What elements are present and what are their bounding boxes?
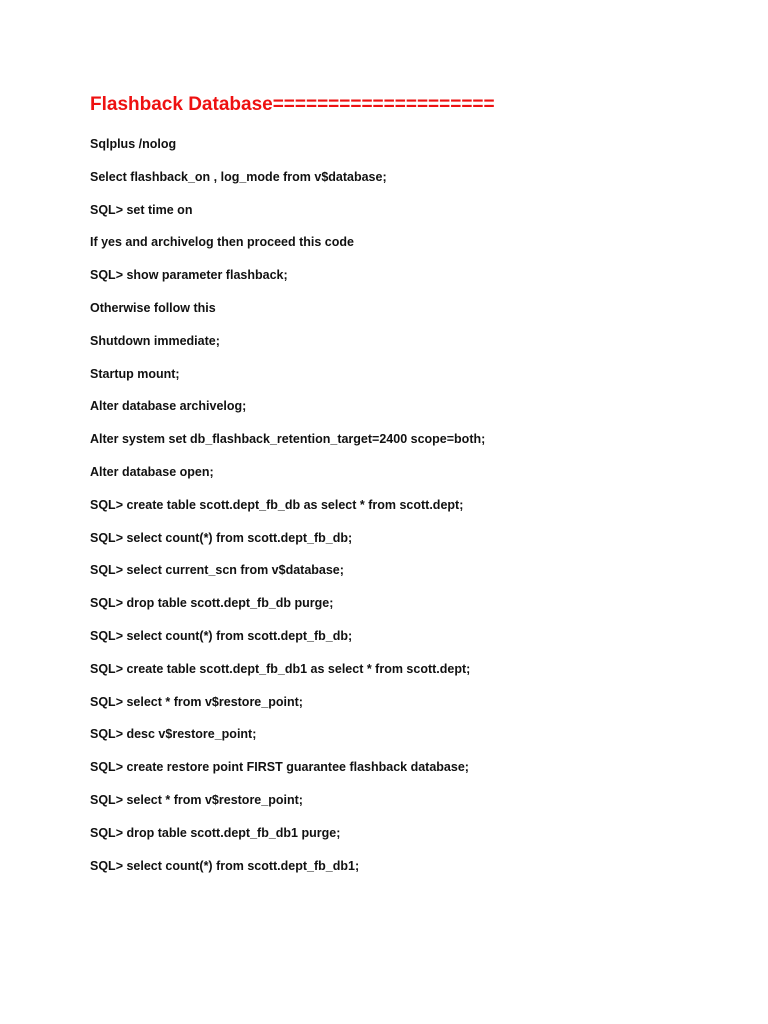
document-title: Flashback Database==================== [90, 94, 495, 115]
command-line: Alter database open; [90, 464, 214, 479]
command-line: If yes and archivelog then proceed this code [90, 235, 354, 250]
command-line: SQL> select count(*) from scott.dept_fb_db1; [90, 858, 360, 873]
command-line: SQL> select * from v$restore_point; [90, 792, 303, 807]
command-line: SQL> select * from v$restore_point; [90, 694, 303, 709]
command-line: Alter system set db_flashback_retention_target=2400 scope=both; [90, 432, 486, 447]
command-line: SQL> show parameter flashback; [90, 268, 288, 283]
command-line: SQL> drop table scott.dept_fb_db1 purge; [90, 825, 341, 840]
command-line: SQL> select count(*) from scott.dept_fb_db; [90, 530, 353, 545]
command-line: SQL> create restore point FIRST guarantee flashback database; [90, 760, 469, 775]
command-line: Shutdown immediate; [90, 333, 220, 348]
command-line: Startup mount; [90, 366, 180, 381]
command-line: SQL> select current_scn from v$database; [90, 563, 344, 578]
command-line: SQL> drop table scott.dept_fb_db purge; [90, 596, 334, 611]
command-line: Sqlplus /nolog [90, 137, 177, 151]
command-line: Otherwise follow this [90, 300, 216, 315]
command-line: Alter database archivelog; [90, 399, 247, 414]
command-line: SQL> create table scott.dept_fb_db1 as select * from scott.dept; [90, 661, 471, 676]
command-line: SQL> select count(*) from scott.dept_fb_db; [90, 628, 353, 643]
command-line: SQL> desc v$restore_point; [90, 727, 257, 742]
command-line: SQL> create table scott.dept_fb_db as select * from scott.dept; [90, 497, 464, 512]
command-list [90, 135, 485, 889]
command-line: Select flashback_on , log_mode from v$database; [90, 169, 387, 184]
command-line: SQL> set time on [90, 202, 193, 217]
